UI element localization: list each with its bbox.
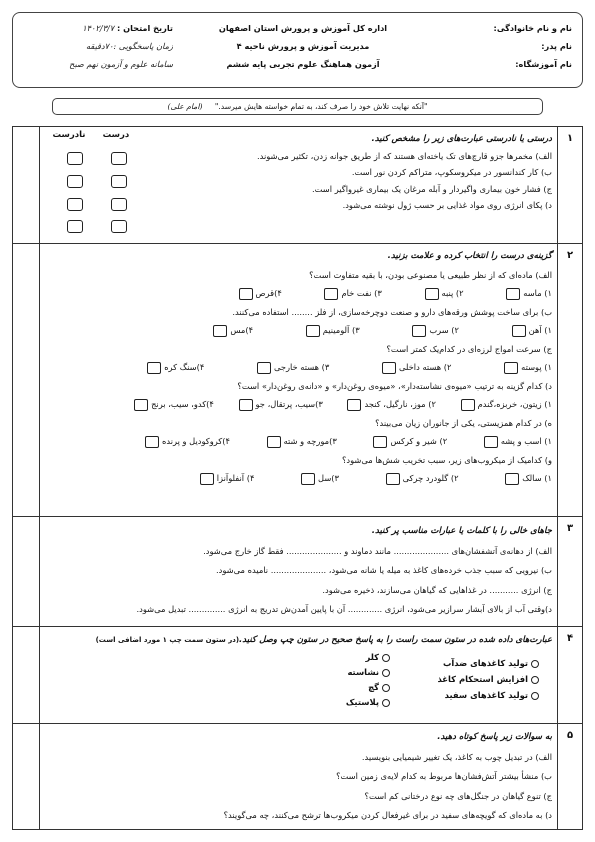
- q1-b-checkboxes: [53, 171, 141, 190]
- question-4-number: ۴: [566, 633, 574, 644]
- q2-e-opt-1-checkbox[interactable]: [484, 436, 498, 448]
- match-right-3: تولید کاغذهای سفید: [444, 690, 528, 700]
- match-right-2-dot[interactable]: [531, 676, 539, 684]
- q2-b-opt-3-checkbox[interactable]: [306, 325, 320, 337]
- false-header: نادرست: [52, 130, 86, 140]
- q2-b-opt-1-checkbox[interactable]: [512, 325, 526, 337]
- question-4-title: عبارت‌های داده شده در ستون سمت راست را به پاسخ صحیح در ستون چپ وصل کنید.: [239, 635, 552, 645]
- q2-f-opt-1: ۱) سالک: [522, 473, 552, 483]
- q1-d-true-checkbox[interactable]: [111, 220, 127, 233]
- q2-b-opt-4-checkbox[interactable]: [213, 325, 227, 337]
- question-2-title: گزینه‌ی درست را انتخاب کرده و علامت بزنید.: [387, 251, 552, 261]
- q2-b-options: [43, 321, 552, 340]
- q2-e-options: [43, 432, 552, 451]
- q2-a-opt-1-checkbox[interactable]: [506, 288, 520, 300]
- question-3-title: جاهای خالی را با کلمات یا عبارات مناسب پر کنید.: [371, 526, 552, 536]
- q2-c-opt-2: ۲) هسته داخلی: [399, 362, 452, 372]
- match-right-3-dot[interactable]: [531, 692, 539, 700]
- q1-a-false-checkbox[interactable]: [67, 152, 83, 165]
- q2-f-opt-3-checkbox[interactable]: [301, 473, 315, 485]
- match-left-3-dot[interactable]: [382, 684, 390, 692]
- q1-b-false-checkbox[interactable]: [67, 175, 83, 188]
- q2-a-opt-2: ۲) پنبه: [441, 288, 464, 298]
- q2-f-opt-2-checkbox[interactable]: [386, 473, 400, 485]
- q5-item-a: الف) در تبدیل چوب به کاغذ، یک تغییر شیمیایی بنویسید.: [361, 751, 552, 762]
- q2-d-opt-2-checkbox[interactable]: [347, 399, 361, 411]
- question-1-title: درستی یا نادرستی عبارت‌های زیر را مشخص کنید.: [371, 134, 552, 144]
- q2-e-opt-4-checkbox[interactable]: [145, 436, 159, 448]
- match-left-1-dot[interactable]: [382, 654, 390, 662]
- question-3-number: ۳: [566, 523, 574, 534]
- q1-c-false-checkbox[interactable]: [67, 198, 83, 211]
- q1-d-checkboxes: [53, 216, 141, 235]
- match-left-2: نشاسته: [347, 667, 379, 677]
- q2-f-opt-1-checkbox[interactable]: [505, 473, 519, 485]
- q1-c-checkboxes: [53, 194, 141, 213]
- question-5: [13, 723, 582, 830]
- quote-author: (امام علی): [167, 102, 203, 111]
- q1-item-d: د) پکای انرژی روی مواد غذایی بر حسب ژول نوشته می‌شود.: [342, 200, 552, 210]
- q2-item-e: ه) در کدام همزیستی، یکی از جانوران زیان می‌بیند؟: [375, 417, 552, 428]
- q2-d-opt-3-checkbox[interactable]: [239, 399, 253, 411]
- question-3: [13, 516, 582, 627]
- q2-a-opt-1: ۱) ماسه: [523, 288, 552, 298]
- student-name-label: نام و نام خانوادگی:: [493, 23, 572, 33]
- q2-e-opt-2-checkbox[interactable]: [373, 436, 387, 448]
- q3-item-c: ج) انرژی ........... در غذاهایی که گیاهان می‌سازند، ذخیره می‌شود.: [322, 584, 552, 595]
- q1-c-true-checkbox[interactable]: [111, 198, 127, 211]
- q2-d-opt-4: ۴)کدو، سیب، برنج: [151, 399, 214, 409]
- organization-info: [193, 19, 413, 73]
- q3-item-a: الف) از دهانه‌ی آتشفشان‌های ..................... مانند دماوند و ..................... فقط گاز خارج می‌شود.: [203, 545, 552, 556]
- q2-c-opt-1-checkbox[interactable]: [504, 362, 518, 374]
- q2-b-opt-4: ۴)مس: [230, 325, 254, 335]
- quote-text: "آنکه نهایت تلاش خود را صرف کند، به تمام خواسته هایش میرسد.": [214, 102, 428, 111]
- matching-left-column: [253, 650, 393, 710]
- match-right-1-dot[interactable]: [531, 660, 539, 668]
- school-name-label: نام آموزشگاه:: [515, 59, 572, 69]
- q2-d-options: [43, 395, 552, 414]
- motivational-quote: [52, 98, 543, 115]
- q2-d-opt-2: ۲) موز، نارگیل، کنجد: [364, 399, 436, 409]
- q2-c-opt-1: ۱) پوسته: [521, 362, 552, 372]
- q2-a-opt-2-checkbox[interactable]: [425, 288, 439, 300]
- question-2: [13, 243, 582, 517]
- exam-meta: [23, 19, 173, 73]
- duration-label: زمان پاسخگویی :: [113, 41, 173, 51]
- q2-e-opt-3: ۳)مورچه و شته: [283, 436, 337, 446]
- question-2-body: [43, 247, 552, 488]
- q2-item-f: و) کدامیک از میکروب‌های زیر، سبب تخریب شش‌ها می‌شود؟: [342, 454, 552, 465]
- match-left-1: کلر: [365, 652, 379, 662]
- q2-item-d: د) کدام گزینه به ترتیب «میوه‌ی نشاسته‌دار»، «میوه‌ی روغن‌دار» و «دانه‌ی روغن‌دار» است؟: [237, 380, 552, 391]
- question-4-body: [43, 631, 552, 649]
- q1-a-checkboxes: [53, 148, 141, 167]
- q1-a-true-checkbox[interactable]: [111, 152, 127, 165]
- q2-item-b: ب) برای ساخت پوشش ورقه‌های دارو و صنعت دوچرخه‌سازی، از فلز ........ استفاده می‌کنند.: [232, 306, 552, 317]
- q2-a-opt-4: ۴)قرص: [255, 288, 282, 298]
- match-right-1: تولید کاغذهای ضدآب: [442, 658, 528, 668]
- q3-item-d: د)وقتی آب از بالای آبشار سرازیر می‌شود، انرژی ............. آن با پایین آمدن‌ش تدریج به انرژی .............. تبدیل می‌شود.: [136, 604, 552, 614]
- q2-b-opt-2: ۲) سرب: [429, 325, 460, 335]
- q2-b-opt-3: ۳) آلومینیم: [322, 325, 360, 335]
- q2-item-a: الف) ماده‌ای که از نظر طبیعی یا مصنوعی بودن، با بقیه متفاوت است؟: [309, 269, 552, 280]
- q5-item-d: د) به ماده‌ای که گویچه‌های سفید در برای غیرفعال کردن میکروب‌ها ترشح می‌کنند، چه می‌گویند؟: [223, 810, 552, 820]
- q2-e-opt-1: ۱) اسب و پشه: [500, 436, 552, 446]
- q2-f-opt-4: ۴) آنفلوآنزا: [216, 473, 255, 483]
- q2-a-opt-3: ۳) نفت خام: [341, 288, 382, 298]
- q2-f-opt-3: ۳)سل: [318, 473, 339, 483]
- q2-e-opt-3-checkbox[interactable]: [267, 436, 281, 448]
- q1-item-b: ب) کار کندانسور در میکروسکوپ، متراکم کردن نور است.: [351, 167, 552, 177]
- q2-c-opt-4: ۴)سنگ کره: [164, 362, 205, 372]
- question-2-number: ۲: [566, 250, 574, 261]
- question-5-body: [43, 728, 552, 826]
- q2-f-opt-2: ۲) گلودرد چرکی: [402, 473, 459, 483]
- question-3-body: [43, 522, 552, 620]
- exam-date-value: ۱۴۰۲/۳/۷: [82, 23, 115, 33]
- q1-d-false-checkbox[interactable]: [67, 220, 83, 233]
- exam-author: سامانه علوم و آزمون نهم صبح: [69, 59, 173, 69]
- question-4: [13, 626, 582, 724]
- q1-item-a: الف) مخمرها جزو قارچ‌های تک یاخته‌ای هستند که از طریق جوانه زدن، تکثیر می‌شوند.: [256, 150, 552, 161]
- q2-a-options: [43, 284, 552, 303]
- q2-item-c: ج) سرعت امواج لرزه‌ای در کدام‌یک کمتر است؟: [386, 343, 552, 354]
- q2-d-opt-4-checkbox[interactable]: [134, 399, 148, 411]
- duration-value: ۷۰دقیقه: [86, 41, 114, 51]
- q1-b-true-checkbox[interactable]: [111, 175, 127, 188]
- q2-f-options: [43, 469, 552, 488]
- q2-a-opt-4-checkbox[interactable]: [239, 288, 253, 300]
- org-line-2: مدیریت آموزش و پرورش ناحیه ۴: [236, 41, 370, 51]
- q2-b-opt-1: ۱) آهن: [528, 325, 552, 335]
- q2-c-options: [43, 358, 552, 377]
- match-left-3: گچ: [368, 682, 379, 692]
- q2-b-opt-2-checkbox[interactable]: [412, 325, 426, 337]
- student-info: [412, 19, 572, 73]
- q1-item-c: ج) فشار خون بیماری واگیردار و آبله مرغان یک بیماری غیرواگیر است.: [312, 183, 552, 194]
- question-1-number: ۱: [566, 133, 574, 144]
- exam-date-label: تاریخ امتحان :: [117, 23, 173, 33]
- q5-item-b: ب) منشأ بیشتر آتش‌فشان‌ها مربوط به کدام لایه‌ی زمین است؟: [336, 771, 552, 781]
- q2-d-opt-1-checkbox[interactable]: [461, 399, 475, 411]
- q2-c-opt-3-checkbox[interactable]: [257, 362, 271, 374]
- question-4-note: (در ستون سمت چپ ۱ مورد اضافی است): [95, 636, 240, 644]
- exam-page: [12, 12, 583, 832]
- q2-a-opt-3-checkbox[interactable]: [324, 288, 338, 300]
- match-left-4-dot[interactable]: [382, 699, 390, 707]
- q2-c-opt-4-checkbox[interactable]: [147, 362, 161, 374]
- question-5-title: به سوالات زیر پاسخ کوتاه دهید.: [437, 732, 552, 742]
- father-name-label: نام پدر:: [541, 41, 572, 51]
- q2-d-opt-3: ۳)سیب، پرتقال، جو: [255, 399, 323, 409]
- match-left-2-dot[interactable]: [382, 669, 390, 677]
- q2-c-opt-2-checkbox[interactable]: [382, 362, 396, 374]
- q2-c-opt-3: ۳) هسته خارجی: [273, 362, 330, 372]
- match-right-2: افزایش استحکام کاغذ: [437, 674, 528, 684]
- exam-header: [12, 12, 583, 88]
- q2-f-opt-4-checkbox[interactable]: [200, 473, 214, 485]
- q2-e-opt-4: ۴)کروکودیل و پرنده: [162, 436, 230, 446]
- q2-e-opt-2: ۲) شیر و کرکس: [390, 436, 448, 446]
- q3-item-b: ب) نیرویی که سبب جذب خرده‌های کاغذ به میله یا شانه می‌شود، ..................... نامیده می‌شود.: [216, 565, 552, 575]
- questions-table: [12, 126, 583, 830]
- q2-d-opt-1: ۱) زیتون، خربزه،گندم: [477, 399, 552, 409]
- true-header: درست: [102, 130, 130, 140]
- q5-item-c: ج) تنوع گیاهان در جنگل‌های چه نوع درختانی کم است؟: [364, 790, 552, 801]
- match-left-4: پلاستیک: [345, 697, 379, 707]
- exam-title: آزمون هماهنگ علوم تجربی پایه ششم: [226, 59, 380, 69]
- question-5-number: ۵: [566, 730, 574, 741]
- org-line-1: اداره کل آموزش و پرورش استان اصفهان: [218, 23, 388, 33]
- question-1: [13, 127, 582, 243]
